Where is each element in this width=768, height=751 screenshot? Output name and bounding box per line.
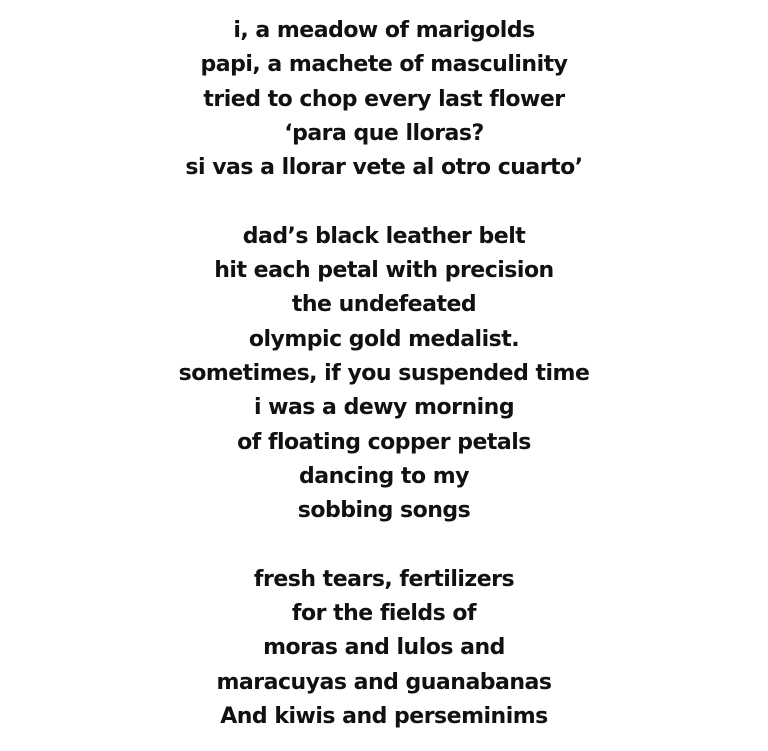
- poem-line: hit each petal with precision: [214, 258, 554, 284]
- stanza-break: [0, 185, 768, 219]
- poem-line: the undefeated: [291, 292, 477, 318]
- poem-line: dad’s black leather belt: [242, 223, 526, 249]
- stanza-break: [0, 528, 768, 562]
- stanza-1: [0, 14, 768, 185]
- poem-line: tried to chop every last flower: [203, 86, 565, 112]
- poem-line: sometimes, if you suspended time: [178, 360, 590, 386]
- poem-line: olympic gold medalist.: [248, 326, 520, 352]
- poem-line: dancing to my: [299, 463, 469, 489]
- poem-line: maracuyas and guanabanas: [216, 669, 552, 695]
- stanza-3: [0, 563, 768, 734]
- poem-line: moras and lulos and: [263, 635, 505, 661]
- poem-line: i was a dewy morning: [253, 395, 515, 421]
- stanza-2: [0, 220, 768, 529]
- poem-line: And kiwis and perseminims: [220, 703, 548, 729]
- poem-line: si vas a llorar vete al otro cuarto’: [185, 155, 583, 181]
- poem-line: papi, a machete of masculinity: [200, 52, 568, 78]
- poem-line: sobbing songs: [297, 498, 471, 524]
- poem-line: ‘para que lloras?: [284, 120, 484, 146]
- poem-line: for the fields of: [291, 601, 477, 627]
- poem-line: i, a meadow of marigolds: [233, 18, 535, 43]
- poem: [0, 14, 768, 734]
- poem-line: fresh tears, fertilizers: [253, 566, 515, 592]
- poem-line: of floating copper petals: [237, 429, 531, 455]
